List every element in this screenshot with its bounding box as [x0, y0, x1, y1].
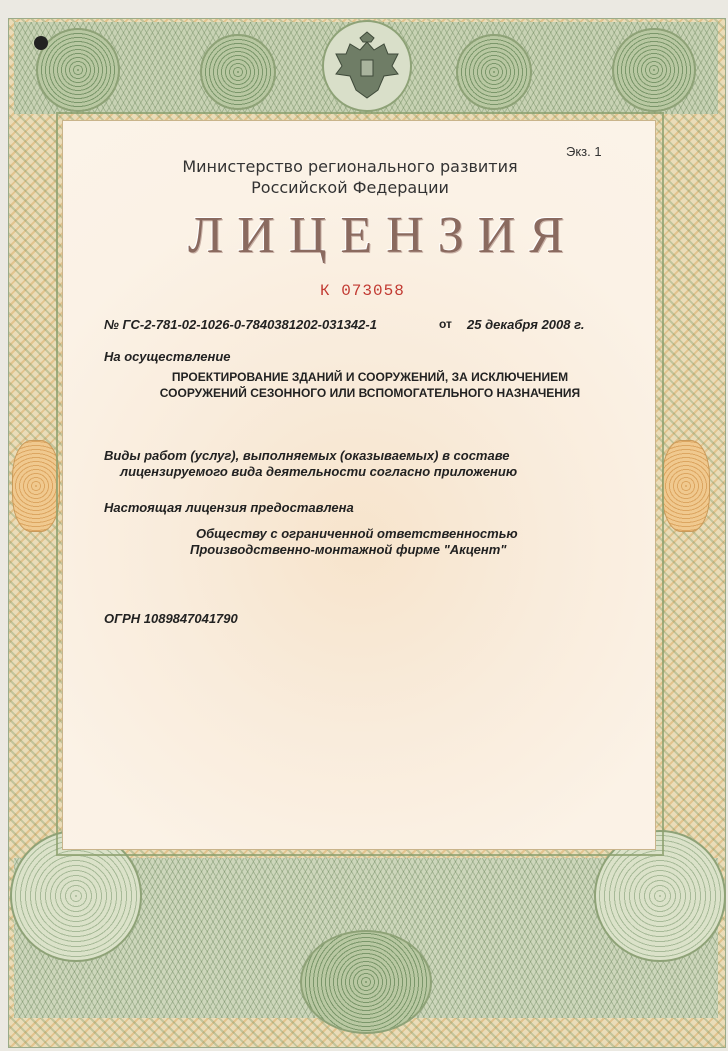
bottom-center-rosette: [300, 930, 432, 1034]
punch-hole: [34, 36, 48, 50]
top-center-left-rosette: [200, 34, 276, 110]
top-left-rosette: [36, 28, 120, 112]
ministry-name-line2: Российской Федерации: [251, 178, 449, 197]
date-prefix: от: [439, 317, 452, 331]
right-side-rosette: [662, 440, 710, 532]
works-text-line2: лицензируемого вида деятельности согласно приложению: [120, 464, 518, 479]
activity-label: На осуществление: [104, 349, 231, 364]
left-side-rosette: [12, 440, 60, 532]
license-number: № ГС-2-781-02-1026-0-7840381202-031342-1: [104, 317, 377, 332]
ogrn-number: ОГРН 1089847041790: [104, 611, 238, 626]
top-right-rosette: [612, 28, 696, 112]
copy-label: Экз. 1: [566, 144, 602, 159]
top-center-right-rosette: [456, 34, 532, 110]
issue-date: 25 декабря 2008 г.: [467, 317, 585, 332]
document-title: ЛИЦЕНЗИЯ: [188, 207, 578, 264]
ministry-name-line1: Министерство регионального развития: [182, 157, 518, 176]
activity-line2: СООРУЖЕНИЙ СЕЗОННОГО ИЛИ ВСПОМОГАТЕЛЬНОГО НАЗНАЧЕНИЯ: [159, 386, 581, 400]
granted-label: Настоящая лицензия предоставлена: [104, 500, 354, 515]
licensee-line1: Обществу с ограниченной ответственностью: [196, 526, 518, 541]
double-headed-eagle-icon: [322, 20, 412, 112]
works-text-line1: Виды работ (услуг), выполняемых (оказываемых) в составе: [104, 448, 510, 463]
activity-line1: ПРОЕКТИРОВАНИЕ ЗДАНИЙ И СООРУЖЕНИЙ, ЗА ИСКЛЮЧЕНИЕМ: [171, 370, 569, 384]
form-serial-number: К 073058: [320, 282, 405, 300]
licensee-line2: Производственно-монтажной фирме "Акцент": [190, 542, 507, 557]
